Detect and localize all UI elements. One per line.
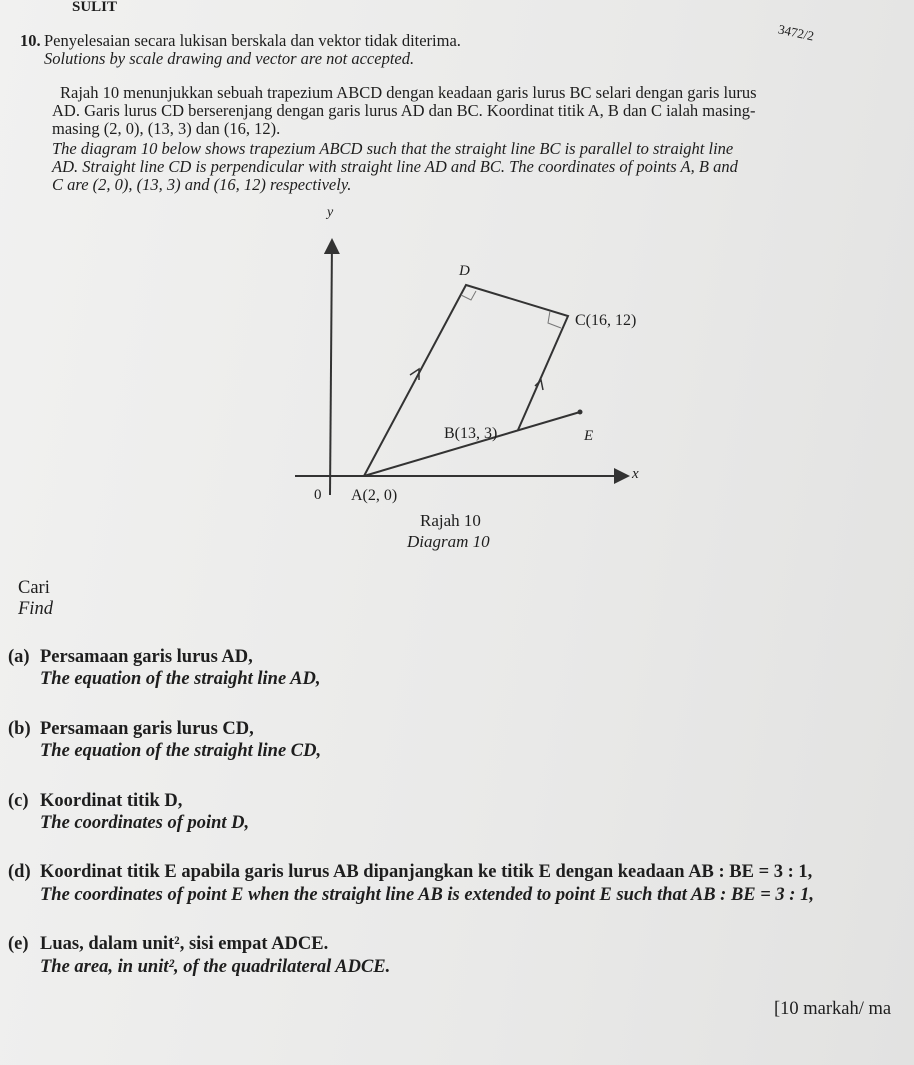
part-d-label: (d) [8,862,31,882]
origin-label: 0 [314,487,322,503]
y-axis [330,240,332,495]
y-label: y [327,205,334,220]
part-c-ms: Koordinat titik D, [40,791,183,811]
part-b-ms: Persamaan garis lurus CD, [40,719,254,739]
caption-en: Diagram 10 [407,532,490,551]
point-e [578,410,583,415]
part-e-ms: Luas, dalam unit², sisi empat ADCE. [40,934,329,954]
label-a: A(2, 0) [351,487,398,504]
para-en-3: C are (2, 0), (13, 3) and (16, 12) respectively. [52,175,352,194]
para-ms-2: AD. Garis lurus CD berserenjang dengan garis lurus AD dan BC. Koordinat titik A, B dan C ialah masing- [52,101,756,120]
para-en-2: AD. Straight line CD is perpendicular with straight line AD and BC. The coordinates of points A, B and [52,157,738,176]
instruction-ms: Penyelesaian secara lukisan berskala dan vektor tidak diterima. [44,31,461,50]
line-ae [364,412,580,476]
x-label: x [632,466,639,482]
trapezium-adcb [364,285,568,476]
sulit-header: SULIT [72,0,118,15]
label-b: B(13, 3) [444,425,498,442]
para-ms-1: Rajah 10 menunjukkan sebuah trapezium ABCD dengan keadaan garis lurus BC selari dengan garis lurus [60,83,757,102]
right-angle-d [461,291,476,300]
label-d: D [459,263,470,279]
find-en: Find [18,599,53,619]
label-e: E [584,428,594,444]
para-en-1: The diagram 10 below shows trapezium ABCD such that the straight line BC is parallel to straight line [52,139,734,158]
part-c-en: The coordinates of point D, [40,813,250,833]
caption-ms: Rajah 10 [420,511,481,530]
part-b-label: (b) [8,719,31,739]
find-ms: Cari [18,578,50,598]
question-number: 10. [20,31,41,50]
part-a-label: (a) [8,647,30,667]
part-e-label: (e) [8,934,29,954]
para-ms-3: masing (2, 0), (13, 3) dan (16, 12). [52,119,281,138]
part-e-en: The area, in unit², of the quadrilateral ADCE. [40,957,391,977]
part-b-en: The equation of the straight line CD, [40,741,322,761]
part-d-en: The coordinates of point E when the straight line AB is extended to point E such that AB : BE = 3 : 1, [40,885,814,905]
label-c: C(16, 12) [575,312,637,329]
part-a-ms: Persamaan garis lurus AD, [40,647,253,667]
part-a-en: The equation of the straight line AD, [40,669,321,689]
instruction-en: Solutions by scale drawing and vector are not accepted. [44,49,415,68]
part-d-ms: Koordinat titik E apabila garis lurus AB dipanjangkan ke titik E dengan keadaan AB : BE = 3 : 1, [40,862,813,882]
part-c-label: (c) [8,791,29,811]
marks-note: [10 markah/ ma [774,999,892,1019]
paper-code: 3472/2 [776,21,816,44]
